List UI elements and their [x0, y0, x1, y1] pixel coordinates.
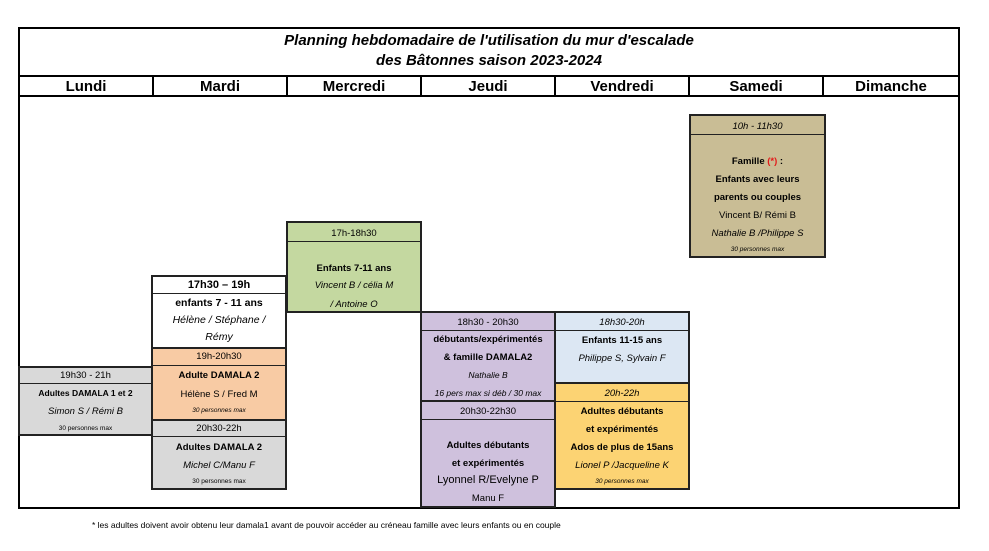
slot-title: Adultes DAMALA 1 et 2	[38, 388, 133, 398]
slot-jeudi-adultes	[420, 400, 556, 508]
slot-mercredi-enfants	[286, 221, 422, 313]
slot-coaches: Nathalie B	[468, 370, 508, 380]
day-vendredi: Vendredi	[556, 77, 690, 95]
slot-title-3: Ados de plus de 15ans	[570, 442, 674, 453]
slot-title: débutants/expérimentés	[433, 334, 543, 345]
slot-capacity: 30 personnes max	[595, 478, 649, 485]
slot-coaches: Lyonnel R/Evelyne P	[437, 474, 539, 486]
day-mercredi: Mercredi	[288, 77, 422, 95]
slot-time: 19h-20h30	[196, 351, 242, 362]
day-mardi: Mardi	[154, 77, 288, 95]
slot-capacity: 16 pers max si déb / 30 max	[434, 388, 542, 398]
day-jeudi: Jeudi	[422, 77, 556, 95]
slot-coaches: Simon S / Rémi B	[48, 406, 123, 417]
slot-time: 18h30 - 20h30	[457, 317, 519, 328]
slot-title: Adultes DAMALA 2	[175, 442, 263, 453]
slot-time: 17h30 – 19h	[187, 279, 251, 291]
day-dimanche: Dimanche	[855, 78, 927, 95]
slot-coaches: Hélène / Stéphane /	[172, 314, 266, 326]
footnote: * les adultes doivent avoir obtenu leur damala1 avant de pouvoir accéder au créneau famille avec leurs enfants ou en couple	[92, 520, 561, 530]
slot-coaches: Michel C/Manu F	[183, 460, 255, 471]
slot-mardi-adultes-damala2-late	[151, 419, 287, 490]
slot-coaches-2: / Antoine O	[330, 299, 378, 310]
slot-time: 20h30-22h	[196, 423, 242, 434]
slot-title: Enfants 7-11 ans	[316, 263, 392, 274]
slot-coaches: Hélène S / Fred M	[180, 389, 258, 400]
slot-title-2: Enfants avec leurs	[715, 174, 800, 185]
asterisk-note: (*)	[767, 156, 778, 167]
slot-title: Adulte DAMALA 2	[178, 370, 260, 381]
slot-jeudi-debutants-famille	[420, 311, 556, 402]
slot-capacity: 30 personnes max	[58, 425, 113, 432]
slot-coaches: Lionel P /Jacqueline K	[575, 460, 669, 471]
slot-title-2: et expérimentés	[451, 458, 525, 469]
slot-coaches-2: Manu F	[471, 493, 505, 504]
slot-coaches-2: Rémy	[205, 331, 233, 343]
slot-vendredi-enfants	[554, 311, 690, 384]
slot-title: enfants 7 - 11 ans	[175, 297, 263, 309]
day-samedi: Samedi	[690, 77, 824, 95]
slot-time: 20h30-22h30	[460, 406, 516, 417]
slot-capacity: 30 personnes max	[192, 407, 246, 414]
title-line-2: des Bâtonnes saison 2023-2024	[376, 52, 602, 69]
day-lundi: Lundi	[20, 77, 154, 95]
slot-lundi-adultes	[18, 366, 153, 436]
slot-title: Enfants 11-15 ans	[581, 335, 663, 346]
slot-title-2: & famille DAMALA2	[443, 352, 533, 363]
slot-coaches-2: Nathalie B /Philippe S	[711, 228, 804, 239]
slot-samedi-famille	[689, 114, 826, 258]
slot-capacity: 30 personnes max	[730, 246, 785, 253]
days-header	[20, 75, 958, 97]
slot-title-3: parents ou couples	[713, 192, 802, 203]
slot-time: 18h30-20h	[599, 317, 645, 328]
slot-mardi-enfants	[151, 275, 287, 349]
slot-title	[691, 156, 824, 167]
slot-title-text: Famille	[731, 156, 765, 167]
slot-vendredi-adultes-ados	[554, 382, 690, 490]
slot-time: 17h-18h30	[331, 228, 377, 239]
slot-coaches: Philippe S, Sylvain F	[578, 353, 666, 364]
slot-mardi-adulte-damala2	[151, 347, 287, 421]
slot-time: 10h - 11h30	[732, 121, 783, 132]
slot-title: Adultes débutants	[446, 440, 530, 451]
slot-capacity: 30 personnes max	[192, 478, 246, 485]
slot-time: 20h-22h	[604, 388, 640, 399]
slot-title: Adultes débutants	[580, 406, 664, 417]
slot-coaches: Vincent B / célia M	[314, 280, 394, 291]
title-line-1: Planning hebdomadaire de l'utilisation du mur d'escalade	[284, 32, 694, 49]
slot-time: 19h30 - 21h	[60, 370, 111, 381]
slot-coaches: Vincent B/ Rémi B	[719, 210, 796, 221]
title-colon: :	[777, 156, 784, 167]
slot-title-2: et expérimentés	[585, 424, 659, 435]
page-title	[20, 31, 958, 71]
